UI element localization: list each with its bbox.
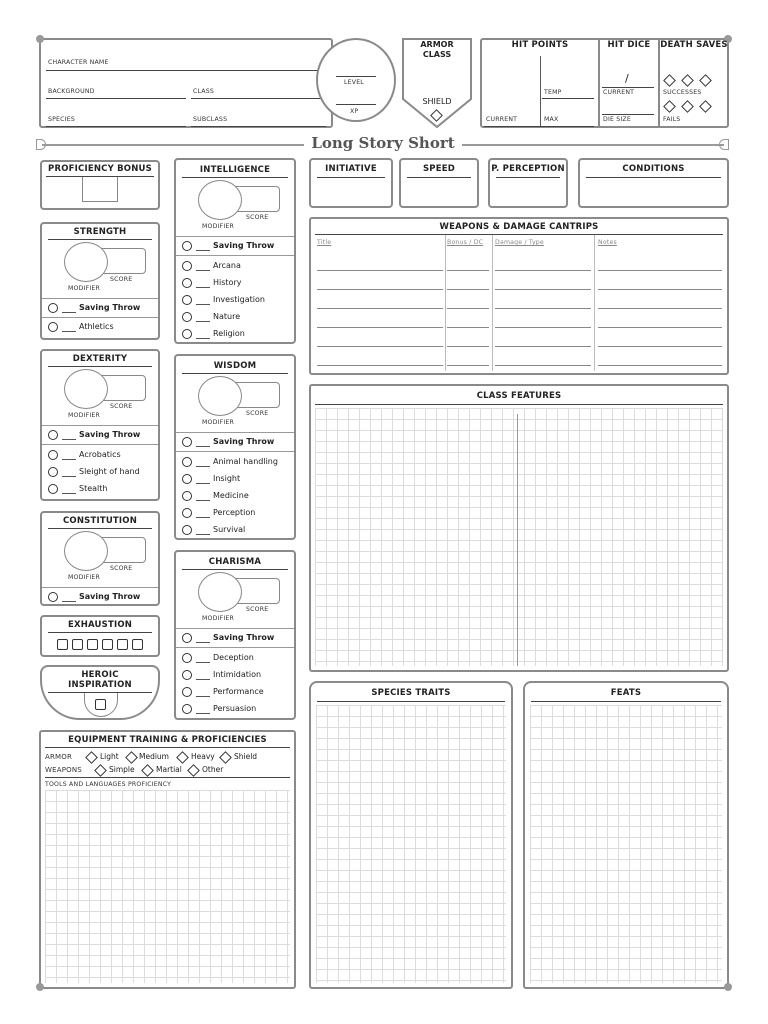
weapon-entry-line[interactable] [447, 346, 489, 347]
corner-ornament [36, 35, 44, 43]
weapon-entry-line[interactable] [447, 289, 489, 290]
armor-heavy-label: Heavy [191, 752, 215, 761]
hp-max-label[interactable]: MAX [544, 116, 559, 123]
weapon-entry-line[interactable] [495, 270, 591, 271]
score-label: SCORE [110, 276, 133, 283]
hit-points-title: HIT POINTS [511, 40, 569, 50]
skill-intimidation[interactable]: Intimidation [176, 667, 294, 684]
species-label[interactable]: SPECIES [48, 116, 75, 123]
armor-medium-label: Medium [139, 752, 169, 761]
strength-box [40, 222, 160, 340]
weapon-col-notes: Notes [598, 239, 617, 246]
conditions-title: CONDITIONS [622, 164, 685, 174]
skill-performance[interactable]: Performance [176, 684, 294, 701]
heroic-inspiration-title: HEROIC INSPIRATION [68, 670, 132, 690]
armor-label: ARMOR [45, 753, 73, 761]
weapon-entry-line[interactable] [447, 308, 489, 309]
charisma-title: CHARISMA [208, 557, 262, 567]
equipment-training-title: EQUIPMENT TRAINING & PROFICIENCIES [68, 735, 267, 745]
conditions-box[interactable] [578, 158, 729, 208]
constitution-title: CONSTITUTION [62, 516, 138, 526]
weapon-entry-line[interactable] [495, 365, 591, 366]
armor-medium-checkbox[interactable] [125, 751, 138, 764]
exhaustion-level-2[interactable] [72, 639, 83, 650]
xp-label: XP [350, 108, 359, 115]
passive-perception-title: P. PERCEPTION [491, 164, 565, 174]
armor-light-label: Light [100, 752, 119, 761]
weapon-other-label: Other [202, 765, 224, 774]
dexterity-box [40, 349, 160, 501]
skill-animal-handling[interactable]: Animal handling [176, 454, 294, 471]
strength-modifier[interactable] [64, 242, 108, 282]
score-label: SCORE [246, 606, 269, 613]
initiative-title: INITIATIVE [325, 164, 377, 174]
speed-box[interactable] [399, 158, 479, 208]
skill-sleight-of-hand[interactable]: Sleight of hand [42, 464, 158, 481]
skill-perception[interactable]: Perception [176, 505, 294, 522]
weapon-entry-line[interactable] [598, 327, 722, 328]
death-saves-title: DEATH SAVES [660, 40, 728, 50]
fails-label: FAILS [663, 116, 681, 123]
weapon-martial-checkbox[interactable] [141, 764, 154, 777]
intelligence-saving-throw[interactable]: Saving Throw [176, 238, 294, 255]
skill-stealth[interactable]: Stealth [42, 481, 158, 498]
level-label: LEVEL [344, 79, 364, 86]
weapon-entry-line[interactable] [495, 308, 591, 309]
score-label: SCORE [110, 565, 133, 572]
corner-ornament [724, 983, 732, 991]
armor-heavy-checkbox[interactable] [176, 751, 189, 764]
skill-athletics[interactable]: Athletics [42, 319, 158, 336]
dexterity-modifier[interactable] [64, 369, 108, 409]
weapon-entry-line[interactable] [317, 289, 443, 290]
exhaustion-level-1[interactable] [57, 639, 68, 650]
species-traits-grid[interactable] [316, 705, 506, 983]
weapon-other-checkbox[interactable] [187, 764, 200, 777]
intelligence-modifier[interactable] [198, 180, 242, 220]
weapon-simple-checkbox[interactable] [94, 764, 107, 777]
equipment-training-box [39, 730, 296, 989]
skill-arcana[interactable]: Arcana [176, 258, 294, 275]
class-features-box [309, 384, 729, 672]
weapon-entry-line[interactable] [317, 270, 443, 271]
feats-grid[interactable] [530, 705, 722, 983]
weapons-box [309, 217, 729, 375]
hit-dice-slash: / [625, 72, 629, 85]
background-label[interactable]: BACKGROUND [48, 88, 95, 95]
weapon-entry-line[interactable] [317, 365, 443, 366]
class-features-title: CLASS FEATURES [476, 391, 562, 401]
modifier-label: MODIFIER [68, 574, 100, 581]
weapon-entry-line[interactable] [495, 327, 591, 328]
weapon-entry-line[interactable] [598, 365, 722, 366]
skill-religion[interactable]: Religion [176, 326, 294, 343]
class-label[interactable]: CLASS [193, 88, 214, 95]
skill-persuasion[interactable]: Persuasion [176, 701, 294, 718]
skill-investigation[interactable]: Investigation [176, 292, 294, 309]
weapon-entry-line[interactable] [495, 289, 591, 290]
hit-dice-title: HIT DICE [607, 40, 651, 50]
constitution-saving-throw[interactable]: Saving Throw [42, 589, 158, 606]
skill-acrobatics[interactable]: Acrobatics [42, 447, 158, 464]
tools-languages-grid[interactable] [45, 790, 290, 983]
character-name-label[interactable]: CHARACTER NAME [48, 59, 109, 66]
species-traits-title: SPECIES TRAITS [371, 688, 451, 698]
dexterity-title: DEXTERITY [72, 354, 128, 364]
weapon-col-bonus: Bonus / DC [447, 239, 484, 246]
intelligence-title: INTELLIGENCE [199, 165, 271, 175]
strength-title: STRENGTH [73, 227, 127, 237]
weapon-entry-line[interactable] [598, 289, 722, 290]
charisma-modifier[interactable] [198, 572, 242, 612]
charisma-saving-throw[interactable]: Saving Throw [176, 630, 294, 647]
heroic-inspiration-box [40, 665, 160, 720]
wisdom-saving-throw[interactable]: Saving Throw [176, 434, 294, 451]
exhaustion-level-6[interactable] [132, 639, 143, 650]
exhaustion-level-4[interactable] [102, 639, 113, 650]
weapon-col-damage: Damage / Type [495, 239, 544, 246]
weapons-label: WEAPONS [45, 766, 82, 774]
exhaustion-level-3[interactable] [87, 639, 98, 650]
tools-languages-label: TOOLS AND LANGUAGES PROFICIENCY [45, 781, 172, 788]
modifier-label: MODIFIER [68, 412, 100, 419]
exhaustion-level-5[interactable] [117, 639, 128, 650]
weapon-entry-line[interactable] [317, 346, 443, 347]
intelligence-box [174, 158, 296, 344]
skill-insight[interactable]: Insight [176, 471, 294, 488]
character-info-box [39, 38, 333, 128]
weapon-entry-line[interactable] [447, 270, 489, 271]
hp-current-label[interactable]: CURRENT [486, 116, 518, 123]
hd-die-size-label[interactable]: DIE SIZE [603, 116, 631, 123]
armor-light-checkbox[interactable] [85, 751, 98, 764]
shield-label: SHIELD [422, 97, 452, 106]
hp-temp-label[interactable]: TEMP [544, 89, 562, 96]
feats-box [523, 681, 729, 989]
armor-shield-label: Shield [234, 752, 258, 761]
score-label: SCORE [246, 410, 269, 417]
skill-history[interactable]: History [176, 275, 294, 292]
wisdom-title: WISDOM [213, 361, 257, 371]
strength-saving-throw[interactable]: Saving Throw [42, 300, 158, 317]
passive-perception-box[interactable] [488, 158, 568, 208]
weapons-title: WEAPONS & DAMAGE CANTRIPS [439, 222, 599, 232]
armor-class-label: ARMOR CLASS [420, 40, 454, 59]
skill-survival[interactable]: Survival [176, 522, 294, 539]
feats-title: FEATS [610, 688, 642, 698]
skill-deception[interactable]: Deception [176, 650, 294, 667]
weapon-entry-line[interactable] [447, 365, 489, 366]
hd-current-label[interactable]: CURRENT [603, 89, 635, 96]
exhaustion-box [40, 615, 160, 657]
weapon-martial-label: Martial [156, 765, 182, 774]
constitution-modifier[interactable] [64, 531, 108, 571]
weapon-entry-line[interactable] [317, 327, 443, 328]
weapon-entry-line[interactable] [495, 346, 591, 347]
score-label: SCORE [110, 403, 133, 410]
weapon-simple-label: Simple [109, 765, 135, 774]
successes-label: SUCCESSES [663, 89, 702, 96]
weapon-entry-line[interactable] [598, 308, 722, 309]
wisdom-box [174, 354, 296, 540]
modifier-label: MODIFIER [202, 223, 234, 230]
heroic-inspiration-checkbox[interactable] [95, 699, 106, 710]
score-label: SCORE [246, 214, 269, 221]
subclass-label[interactable]: SUBCLASS [193, 116, 228, 123]
constitution-box [40, 511, 160, 606]
modifier-label: MODIFIER [68, 285, 100, 292]
sheet-title: Long Story Short [311, 134, 455, 152]
class-features-grid[interactable] [315, 408, 723, 666]
speed-title: SPEED [422, 164, 456, 174]
weapon-entry-line[interactable] [598, 270, 722, 271]
modifier-label: MODIFIER [202, 615, 234, 622]
wisdom-modifier[interactable] [198, 376, 242, 416]
skill-medicine[interactable]: Medicine [176, 488, 294, 505]
weapon-entry-line[interactable] [447, 327, 489, 328]
initiative-box[interactable] [309, 158, 393, 208]
charisma-box [174, 550, 296, 720]
armor-shield-checkbox[interactable] [219, 751, 232, 764]
dexterity-saving-throw[interactable]: Saving Throw [42, 427, 158, 444]
weapon-col-title: Title [317, 239, 332, 246]
weapon-entry-line[interactable] [317, 308, 443, 309]
weapon-entry-line[interactable] [598, 346, 722, 347]
exhaustion-title: EXHAUSTION [67, 620, 133, 630]
species-traits-box [309, 681, 513, 989]
corner-ornament [36, 983, 44, 991]
proficiency-bonus-title: PROFICIENCY BONUS [48, 164, 152, 174]
modifier-label: MODIFIER [202, 419, 234, 426]
skill-nature[interactable]: Nature [176, 309, 294, 326]
